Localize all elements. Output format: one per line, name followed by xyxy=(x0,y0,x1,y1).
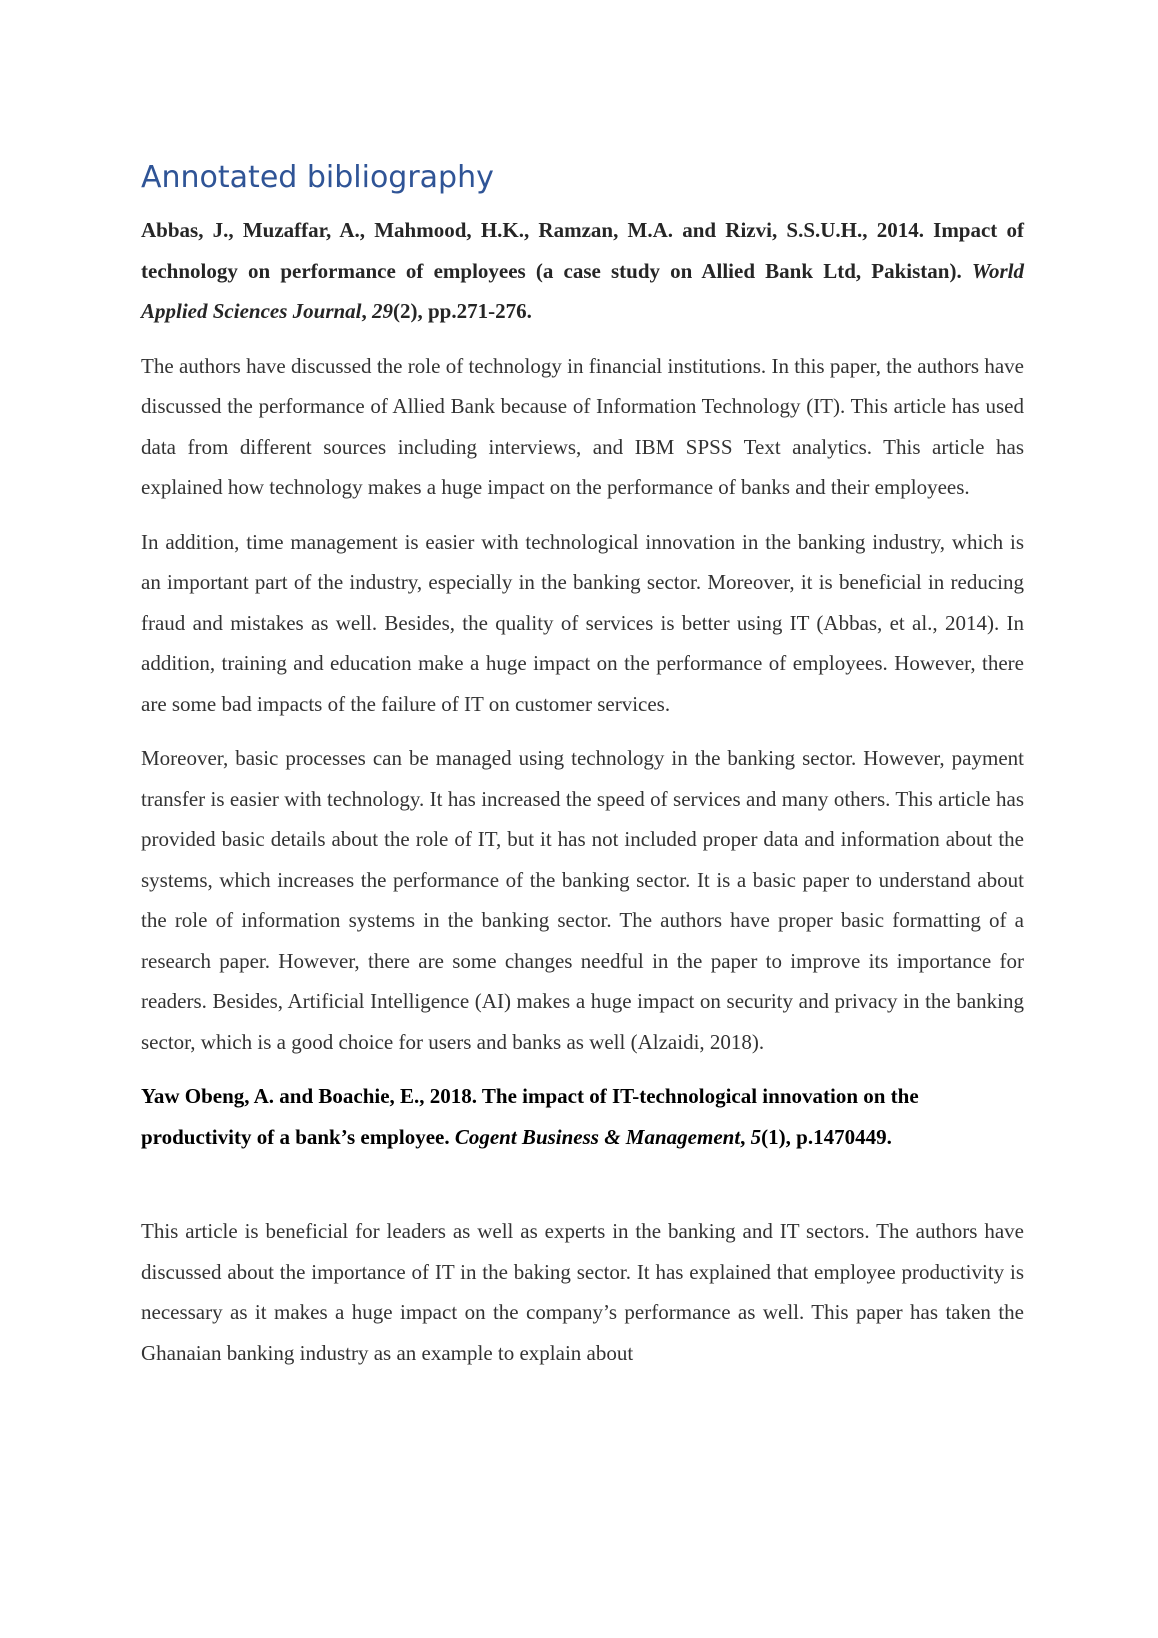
citation-journal: Cogent Business & Management xyxy=(454,1124,741,1149)
annotation-paragraph: In addition, time management is easier with technological innovation in the banking industry, which is an important part of the industry, especially in the banking sector. Moreover, it is beneficial in reducing fraud and mistakes as well. Besides, the quality of services is better using IT (Abbas, et al., 2014). In addition, training and education make a huge impact on the performance of employees. However, there are some bad impacts of the failure of IT on customer services. xyxy=(141,529,1024,716)
annotation-paragraph: Moreover, basic processes can be managed using technology in the banking sector. However, payment transfer is easier with technology. It has increased the speed of services and many others. This article has provided basic details about the role of IT, but it has not included proper data and information about the systems, which increases the performance of the banking sector. It is a basic paper to understand about the role of information systems in the banking sector. The authors have proper basic formatting of a research paper. However, there are some changes needful in the paper to improve its importance for readers. Besides, Artificial Intelligence (AI) makes a huge impact on security and privacy in the banking sector, which is a good choice for users and banks as well (Alzaidi, 2018). xyxy=(141,746,1024,1054)
citation-abbas-2014 xyxy=(141,210,1024,332)
citation-volume: 29 xyxy=(372,299,394,323)
annotation-paragraph: The authors have discussed the role of technology in financial institutions. In this paper, the authors have discussed the performance of Allied Bank because of Information Technology (IT). This article has used data from different sources including interviews, and IBM SPSS Text analytics. This article has explained how technology makes a huge impact on the performance of banks and their employees. xyxy=(141,353,1024,499)
document-page xyxy=(141,160,1024,1387)
page-title: Annotated bibliography xyxy=(141,160,494,195)
citation-yaw-obeng-2018 xyxy=(141,1076,1024,1157)
citation-journal: World Applied Sciences Journal xyxy=(141,258,1024,323)
citation-issue-pages: (2), pp.271-276. xyxy=(393,299,532,323)
citation-separator: , xyxy=(361,299,373,323)
paragraph-spacer xyxy=(141,1171,1024,1211)
citation-authors-title: Yaw Obeng, A. and Boachie, E., 2018. The impact of IT-technological innovation on the productivity of a bank’s employee. xyxy=(141,1084,919,1149)
annotation-paragraph: This article is beneficial for leaders as well as experts in the banking and IT sectors. The authors have discussed about the importance of IT in the baking sector. It has explained that employee productivity is necessary as it makes a huge impact on the company’s performance as well. This paper has taken the Ghanaian banking industry as an example to explain about xyxy=(141,1219,1024,1365)
citation-authors-title: Abbas, J., Muzaffar, A., Mahmood, H.K., Ramzan, M.A. and Rizvi, S.S.U.H., 2014. Impact of technology on performance of employees (a case study on Allied Bank Ltd, Pakistan). xyxy=(141,218,1024,283)
citation-volume: 5 xyxy=(750,1124,762,1149)
citation-separator: , xyxy=(740,1124,751,1149)
citation-issue-pages: (1), p.1470449. xyxy=(761,1124,892,1149)
